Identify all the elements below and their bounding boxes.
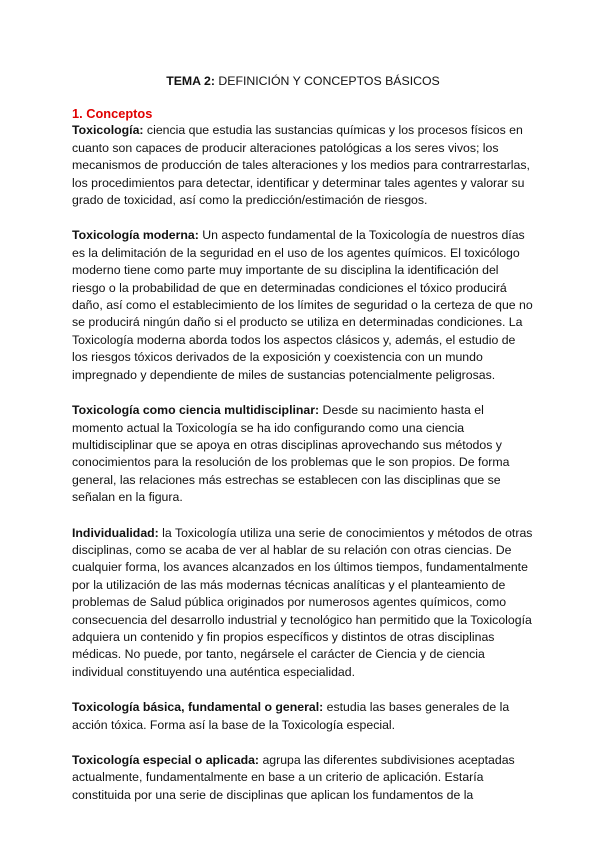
document-content [72,73,534,822]
paragraph-ciencia-multidisciplinar [72,402,534,506]
paragraph-text: la Toxicología utiliza una serie de conocimientos y métodos de otras disciplinas, como se acaba de ver al hablar de su relación con otras ciencias. De cualquier forma, los avances alcanzados en los últimos tiempos, fundamentalmente por la utilización de las más modernas técnicas analíticas y el planteamiento de problemas de Salud pública originados por numerosos agentes químicos, como consecuencia del desarrollo industrial y tecnológico han permitido que la Toxicología adquiera un contenido y fin propios específicos y distintos de otras disciplinas médicas. No puede, por tanto, negársele el carácter de Ciencia y de ciencia individual constituyendo una auténtica especialidad. [72,525,533,679]
paragraph-text: ciencia que estudia las sustancias químicas y los procesos físicos en cuanto son capaces de producir alteraciones patológicas a los seres vivos; los mecanismos de producción de tales alteraciones y los medios para contrarrestarlas, los procedimientos para detectar, identificar y determinar tales agentes y valorar su grado de toxicidad, así como la predicción/estimación de riesgos. [72,123,530,208]
paragraph-toxicologia-basica [72,699,534,734]
term-label: Individualidad: [72,525,159,540]
paragraph-text: estudia las bases generales de la acción tóxica. Forma así la base de la Toxicología especial. [72,700,510,732]
paragraph-toxicologia-especial [72,752,534,804]
term-label: Toxicología básica, fundamental o general: [72,700,324,715]
title-text: DEFINICIÓN Y CONCEPTOS BÁSICOS [214,74,440,88]
paragraph-text: agrupa las diferentes subdivisiones aceptadas actualmente, fundamentalmente en base a un criterio de aplicación. Estaría constituida por una serie de disciplinas que aplican los fundamentos de la [72,753,515,802]
page-title [72,73,534,90]
title-label: TEMA 2: [166,74,215,88]
paragraph-text: Desde su nacimiento hasta el momento actual la Toxicología se ha ido configurando como una ciencia multidisciplinar que se apoya en otras disciplinas aprovechando sus métodos y conocimientos para la resolución de los problemas que le son propios. De forma general, las relaciones más estrechas se establecen con las disciplinas que se señalan en la figura. [72,403,510,505]
term-label: Toxicología especial o aplicada: [72,753,260,767]
section-heading: 1. Conceptos [72,106,153,122]
paragraph-text: Un aspecto fundamental de la Toxicología de nuestros días es la delimitación de la seguridad en el uso de los agentes químicos. El toxicólogo moderno tiene como parte muy importante de su disciplina la identificación del riesgo o la probabilidad de que en determinadas condiciones el tóxico producirá daño, así como el establecimiento de los límites de seguridad o la certeza de que no se producirá ningún daño si el producto se utiliza en determinadas condiciones. La Toxicología moderna aborda todos los aspectos clásicos y, además, el estudio de los riesgos tóxicos derivados de la exposición y coexistencia con un mundo impregnado y dependiente de miles de sustancias potencialmente peligrosas. [72,228,533,382]
paragraph-individualidad [72,525,534,682]
paragraph-toxicologia-moderna [72,227,534,384]
term-label: Toxicología moderna: [72,228,199,243]
term-label: Toxicología como ciencia multidisciplinar: [72,403,320,418]
paragraph-toxicologia [72,122,534,209]
term-label: Toxicología: [72,123,144,138]
